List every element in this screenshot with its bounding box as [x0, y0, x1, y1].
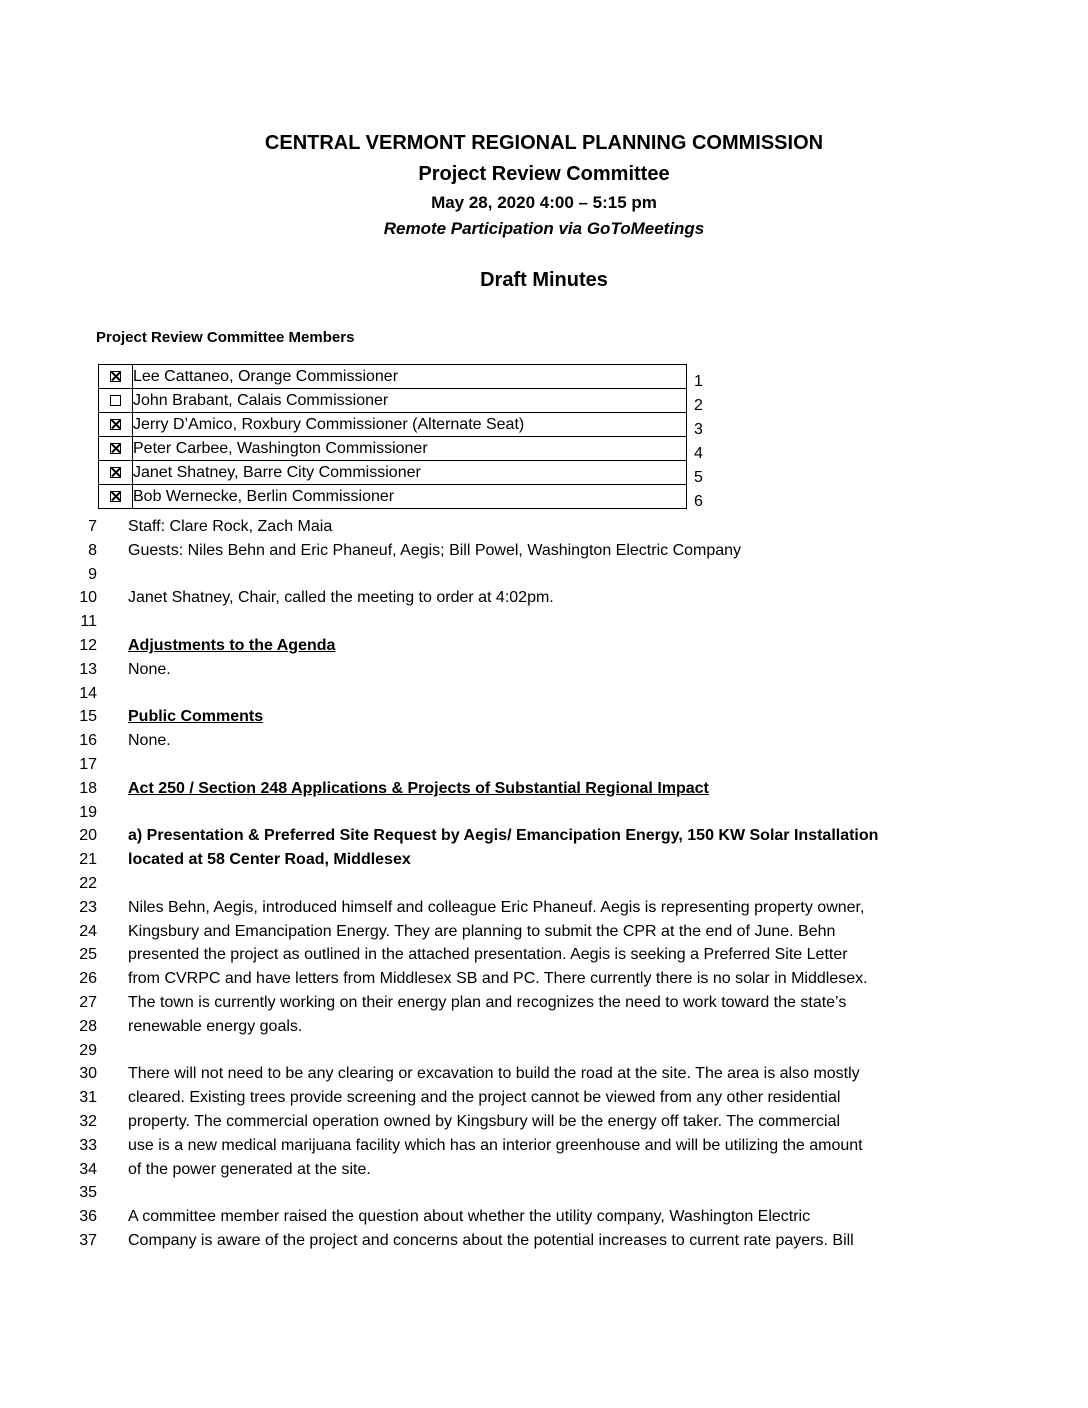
- line-text: property. The commercial operation owned by Kingsbury will be the energy off taker. The commercial: [128, 1112, 841, 1130]
- minutes-line: [0, 542, 1088, 566]
- minutes-line: [0, 708, 1088, 732]
- member-row: [99, 413, 687, 437]
- remote-participation-note: Remote Participation via GoToMeetings: [383, 219, 705, 238]
- attendance-cell: [99, 461, 133, 485]
- attendance-cell: [99, 413, 133, 437]
- minutes-line: [0, 1232, 1088, 1256]
- minutes-line: [0, 780, 1088, 804]
- members-table: [98, 364, 703, 510]
- line-text: Niles Behn, Aegis, introduced himself and colleague Eric Phaneuf. Aegis is representing property owner,: [128, 898, 865, 916]
- minutes-line: [0, 1113, 1088, 1137]
- minutes-line: [0, 1208, 1088, 1232]
- line-number: 37: [79, 1231, 97, 1249]
- line-number: 22: [79, 874, 97, 892]
- attendance-cell: [99, 437, 133, 461]
- line-text: of the power generated at the site.: [128, 1160, 371, 1178]
- document-type-heading: Draft Minutes: [480, 269, 608, 291]
- minutes-line: [0, 851, 1088, 875]
- member-name: Peter Carbee, Washington Commissioner: [133, 439, 428, 457]
- line-text: Staff: Clare Rock, Zach Maia: [128, 518, 333, 535]
- minutes-line: [0, 1137, 1088, 1161]
- minutes-line: [0, 1042, 1088, 1066]
- line-number: 27: [79, 993, 97, 1011]
- line-number: 18: [79, 779, 97, 797]
- minutes-line: [0, 1065, 1088, 1089]
- minutes-line: [0, 637, 1088, 661]
- checked-box-icon[interactable]: [110, 467, 121, 478]
- minutes-line: [0, 994, 1088, 1018]
- line-number: 17: [79, 755, 97, 773]
- section-heading: Public Comments: [128, 708, 264, 726]
- member-row: [99, 389, 687, 413]
- attendance-cell: [99, 365, 133, 389]
- line-number: 14: [79, 684, 97, 702]
- line-text: cleared. Existing trees provide screening and the project cannot be viewed from any other residential: [128, 1089, 841, 1107]
- line-number: 20: [79, 827, 97, 845]
- attendance-cell: [99, 485, 133, 509]
- attendance-cell: [99, 389, 133, 413]
- minutes-line: [0, 970, 1088, 994]
- minutes-line: [0, 613, 1088, 637]
- members-heading: Project Review Committee Members: [96, 329, 355, 346]
- line-number: 25: [79, 946, 97, 964]
- line-number: 8: [88, 541, 97, 559]
- line-text: Janet Shatney, Chair, called the meeting to order at 4:02pm.: [128, 589, 554, 607]
- minutes-line: [0, 589, 1088, 613]
- section-heading: Adjustments to the Agenda: [128, 636, 336, 654]
- minutes-line: [0, 756, 1088, 780]
- member-name: Lee Cattaneo, Orange Commissioner: [133, 367, 399, 385]
- line-number: 7: [88, 518, 97, 535]
- minutes-line: [0, 685, 1088, 709]
- minutes-body: [0, 518, 1088, 1256]
- member-row: [99, 485, 687, 509]
- line-number: 28: [79, 1017, 97, 1035]
- committee-title: Project Review Committee: [418, 163, 670, 185]
- member-name-cell: [133, 461, 703, 486]
- line-text: None.: [128, 660, 171, 678]
- line-number: 36: [79, 1208, 97, 1226]
- minutes-line: [0, 923, 1088, 947]
- line-number: 32: [79, 1112, 97, 1130]
- line-number: 29: [79, 1041, 97, 1059]
- member-name-cell: [133, 437, 703, 462]
- line-text: presented the project as outlined in the attached presentation. Aegis is seeking a Preferred Site Letter: [128, 946, 848, 964]
- checked-box-icon[interactable]: [110, 491, 121, 502]
- member-name-cell: [133, 485, 703, 510]
- minutes-line: [0, 1089, 1088, 1113]
- unchecked-box-icon[interactable]: [110, 395, 121, 406]
- line-text: There will not need to be any clearing or excavation to build the road at the site. The area is also mostly: [128, 1065, 860, 1083]
- line-number: 2: [694, 397, 703, 414]
- organization-title: CENTRAL VERMONT REGIONAL PLANNING COMMISSION: [264, 132, 824, 154]
- line-number: 30: [79, 1065, 97, 1083]
- minutes-line: [0, 899, 1088, 923]
- member-name: Bob Wernecke, Berlin Commissioner: [133, 487, 395, 505]
- line-number: 13: [79, 660, 97, 678]
- minutes-line: [0, 804, 1088, 828]
- minutes-line: [0, 661, 1088, 685]
- member-row: [99, 437, 687, 461]
- line-number: 15: [79, 708, 97, 726]
- meeting-date-time: May 28, 2020 4:00 – 5:15 pm: [431, 193, 657, 212]
- minutes-line: [0, 566, 1088, 590]
- minutes-line: [0, 1161, 1088, 1185]
- line-number: 4: [694, 445, 703, 462]
- member-name: Jerry D’Amico, Roxbury Commissioner (Alternate Seat): [133, 415, 525, 433]
- minutes-line: [0, 875, 1088, 899]
- minutes-line: [0, 1184, 1088, 1208]
- line-number: 11: [80, 613, 97, 631]
- section-heading: Act 250 / Section 248 Applications & Projects of Substantial Regional Impact: [128, 779, 709, 797]
- line-number: 5: [694, 469, 703, 486]
- line-number: 12: [79, 636, 97, 654]
- line-number: 9: [88, 565, 97, 583]
- line-number: 33: [79, 1136, 97, 1154]
- agenda-item-heading: located at 58 Center Road, Middlesex: [128, 851, 411, 869]
- line-number: 26: [79, 970, 97, 988]
- minutes-line: [0, 1018, 1088, 1042]
- line-number: 3: [694, 421, 703, 438]
- minutes-line: [0, 946, 1088, 970]
- line-text: use is a new medical marijuana facility which has an interior greenhouse and will be utilizing the amount: [128, 1136, 863, 1154]
- line-number: 34: [79, 1160, 97, 1178]
- minutes-line: [0, 827, 1088, 851]
- member-name-cell: [133, 413, 703, 438]
- line-text: A committee member raised the question about whether the utility company, Washington Electric: [128, 1208, 811, 1226]
- line-number: 35: [79, 1184, 97, 1202]
- line-text: renewable energy goals.: [128, 1017, 303, 1035]
- line-text: The town is currently working on their energy plan and recognizes the need to work toward the state’s: [128, 993, 847, 1011]
- line-text: Guests: Niles Behn and Eric Phaneuf, Aegis; Bill Powel, Washington Electric Company: [128, 541, 742, 559]
- line-text: None.: [128, 732, 171, 750]
- minutes-line: [0, 518, 1088, 542]
- line-text: Kingsbury and Emancipation Energy. They are planning to submit the CPR at the end of June. Behn: [128, 922, 836, 940]
- checked-box-icon[interactable]: [110, 443, 121, 454]
- member-row: [99, 461, 687, 485]
- line-text: Company is aware of the project and concerns about the potential increases to current rate payers. Bill: [128, 1231, 854, 1249]
- line-number: 1: [694, 373, 703, 390]
- checked-box-icon[interactable]: [110, 371, 121, 382]
- checked-box-icon[interactable]: [110, 419, 121, 430]
- line-number: 21: [79, 851, 97, 869]
- line-number: 6: [694, 493, 703, 510]
- member-name: Janet Shatney, Barre City Commissioner: [133, 463, 421, 481]
- line-number: 19: [79, 803, 97, 821]
- line-number: 16: [79, 732, 97, 750]
- line-number: 10: [79, 589, 97, 607]
- member-name-cell: [133, 389, 703, 414]
- minutes-line: [0, 732, 1088, 756]
- line-text: from CVRPC and have letters from Middlesex SB and PC. There currently there is no solar in Middlesex.: [128, 970, 868, 988]
- line-number: 23: [79, 898, 97, 916]
- agenda-item-heading: a) Presentation & Preferred Site Request by Aegis/ Emancipation Energy, 150 KW Solar Installation: [128, 827, 879, 845]
- member-row: [99, 365, 687, 389]
- member-name-cell: [133, 365, 703, 390]
- line-number: 31: [79, 1089, 97, 1107]
- member-name: John Brabant, Calais Commissioner: [133, 391, 389, 409]
- line-number: 24: [79, 922, 97, 940]
